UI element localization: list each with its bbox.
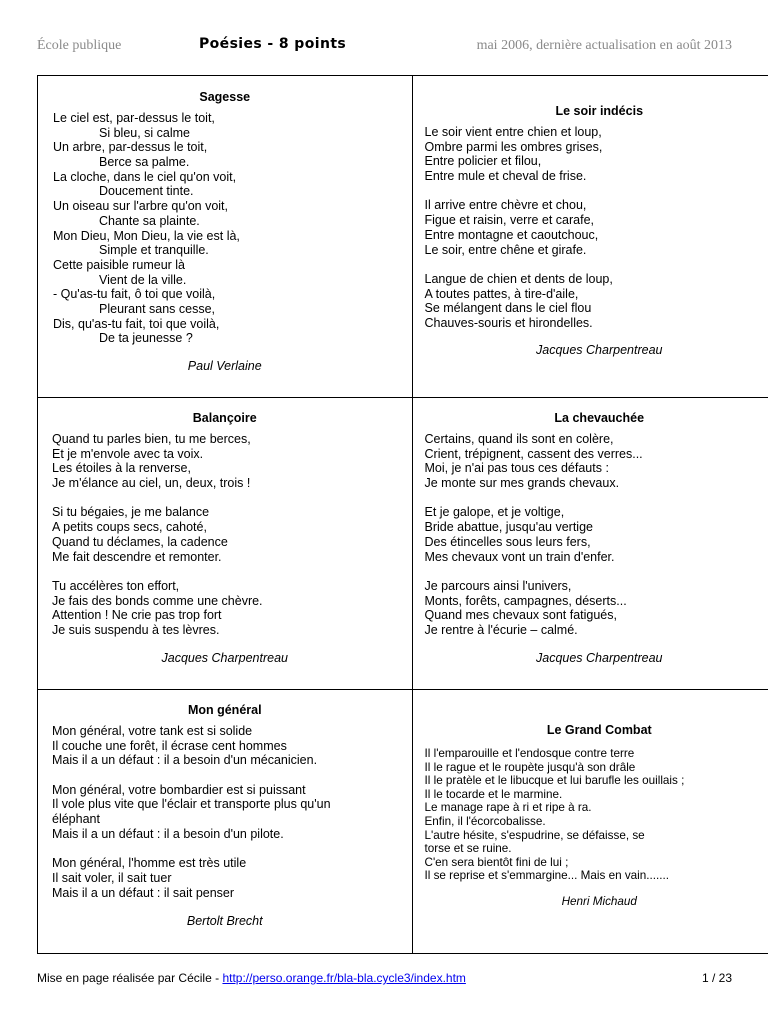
poem-line: Moi, je n'ai pas tous ces défauts : [424, 461, 609, 476]
poem-title: Mon général [187, 703, 262, 717]
header-date: mai 2006, dernière actualisation en août 2013 [476, 38, 732, 53]
poem-line: L'autre hésite, s'espudrine, se défaisse, se [424, 828, 645, 842]
poem-line: Langue de chien et dents de loup, [424, 271, 613, 286]
poem-cell-sagesse [38, 76, 413, 398]
poem-line: De ta jeunesse ? [99, 331, 193, 346]
poem-line: Les étoiles à la renverse, [52, 461, 191, 476]
poem-cell-balancoire [38, 398, 413, 690]
poem-line: Il le rague et le roupète jusqu'à son drâle [424, 760, 636, 774]
poem-line: Mon général, votre bombardier est si puissant [52, 782, 306, 797]
poem-line: Pleurant sans cesse, [99, 301, 216, 316]
poem-line: La cloche, dans le ciel qu'on voit, [53, 169, 237, 184]
poem-line: Il l'emparouille et l'endosque contre terre [424, 747, 635, 760]
poem-line: Un arbre, par-dessus le toit, [53, 140, 208, 155]
stanza-break [52, 564, 412, 579]
footer-credit-text: Mise en page réalisée par Cécile - [37, 971, 223, 985]
poem-line: Attention ! Ne crie pas trop fort [52, 608, 222, 623]
poem-line: Doucement tinte. [99, 184, 194, 199]
poem-author: Paul Verlaine [187, 359, 262, 373]
poem-line: A petits coups secs, cahoté, [52, 520, 207, 535]
poem-le-soir-indecis [413, 76, 768, 425]
poem-line: Mon Dieu, Mon Dieu, la vie est là, [53, 228, 240, 243]
poem-lines [425, 747, 768, 883]
poem-line: Il le pratèle et le libucque et lui barufle les ouillais ; [424, 774, 685, 788]
footer-credit [37, 971, 466, 985]
footer-site-link[interactable]: http://perso.orange.fr/bla-bla.cycle3/index.htm [222, 971, 466, 985]
poem-line: Le ciel est, par-dessus le toit, [53, 111, 215, 125]
poem-line: Me fait descendre et remonter. [52, 549, 222, 564]
poem-cell-soir-indecis [412, 76, 768, 398]
poem-lines [52, 724, 412, 900]
poem-author: Henri Michaud [561, 894, 637, 908]
poem-line: Enfin, il l'écorcobalisse. [424, 814, 546, 828]
poem-line: Il vole plus vite que l'éclair et transporte plus qu'un [52, 797, 331, 812]
poem-line: Je suis suspendu à tes lèvres. [52, 622, 220, 637]
poem-line: Quand tu déclames, la cadence [52, 534, 228, 549]
page-header [37, 36, 732, 56]
poem-line: Et je galope, et je voltige, [424, 505, 565, 520]
poem-line: Il se reprise et s'emmargine... Mais en vain....... [424, 869, 670, 883]
poem-line: Monts, forêts, campagnes, déserts... [424, 593, 627, 608]
stanza-break [52, 842, 412, 857]
poem-line: Des étincelles sous leurs fers, [424, 534, 591, 549]
poem-line: Le soir, entre chêne et girafe. [424, 242, 587, 257]
stanza-break [425, 564, 768, 579]
poem-lines [425, 432, 768, 638]
poem-line: Il sait voler, il sait tuer [52, 870, 172, 885]
header-school: École publique [37, 38, 122, 53]
poem-author: Jacques Charpentreau [161, 650, 288, 665]
poem-line: Je parcours ainsi l'univers, [424, 578, 572, 593]
poem-line: Ombre parmi les ombres grises, [424, 139, 603, 154]
poem-la-chevauchee [413, 398, 768, 702]
poem-line: Cette paisible rumeur là [53, 257, 186, 272]
poem-line: Figue et raisin, verre et carafe, [424, 213, 595, 228]
poem-line: Je monte sur mes grands chevaux. [424, 476, 620, 491]
poem-line: Je m'élance au ciel, un, deux, trois ! [52, 476, 251, 491]
poem-lines [52, 432, 412, 638]
poem-line: - Qu'as-tu fait, ô toi que voilà, [53, 287, 216, 302]
poem-author: Jacques Charpentreau [536, 342, 663, 357]
poem-line: Un oiseau sur l'arbre qu'on voit, [53, 199, 229, 214]
poem-line: Mais il a un défaut : il a besoin d'un mécanicien. [52, 753, 318, 768]
poem-line: éléphant [52, 812, 100, 827]
header-title: Poésies - 8 points [199, 36, 347, 52]
poem-grid [37, 75, 768, 954]
poem-line: Quand mes chevaux sont fatigués, [424, 608, 617, 623]
poem-line: Je fais des bonds comme une chèvre. [52, 593, 263, 608]
poem-cell-chevauchee [412, 398, 768, 690]
poem-line: Bride abattue, jusqu'au vertige [424, 520, 593, 535]
poem-line: Il le tocarde et le marmine. [424, 787, 563, 801]
poem-title: La chevauchée [554, 411, 645, 425]
stanza-break [52, 768, 412, 783]
poem-author: Bertolt Brecht [186, 914, 263, 929]
page-number: 1 / 23 [701, 971, 732, 985]
poem-line: Et je m'envole avec ta voix. [52, 446, 204, 461]
poem-line: Se mélangent dans le ciel flou [424, 301, 592, 316]
poem-line: Mais il a un défaut : il a besoin d'un pilote. [52, 826, 284, 841]
poem-lines [53, 111, 412, 346]
poem-line: Si tu bégaies, je me balance [52, 505, 210, 520]
poem-line: Dis, qu'as-tu fait, toi que voilà, [53, 316, 220, 331]
poem-line: Chauves-souris et hirondelles. [424, 315, 593, 330]
poem-line: Tu accélères ton effort, [52, 578, 180, 593]
poem-line: Chante sa plainte. [99, 213, 200, 228]
poem-title: Balançoire [192, 411, 257, 425]
poem-line: Berce sa palme. [99, 155, 190, 170]
poem-line: Quand tu parles bien, tu me berces, [52, 432, 251, 446]
poem-line: Entre mule et cheval de frise. [424, 169, 587, 184]
poem-line: Simple et tranquille. [99, 243, 209, 258]
poem-line: Le soir vient entre chien et loup, [424, 125, 602, 139]
poem-line: Entre montagne et caoutchouc, [424, 227, 599, 242]
poem-author: Jacques Charpentreau [536, 650, 663, 665]
poem-line: Entre policier et filou, [424, 154, 542, 169]
poem-line: Si bleu, si calme [99, 125, 191, 140]
poem-line: Le manage rape à ri et ripe à ra. [424, 801, 592, 815]
poem-mon-general [38, 690, 412, 966]
poem-line: C'en sera bientôt fini de lui ; [424, 855, 569, 869]
poem-line: Crient, trépignent, cassent des verres... [424, 446, 643, 461]
poem-line: Mon général, l'homme est très utile [52, 856, 247, 871]
poem-sagesse [38, 76, 412, 411]
poem-balancoire [38, 398, 412, 702]
poem-line: torse et se ruine. [424, 842, 512, 856]
poem-line: A toutes pattes, à tire-d'aile, [424, 286, 579, 301]
poem-title: Le Grand Combat [546, 723, 652, 737]
stanza-break [52, 491, 412, 506]
poem-lines [425, 125, 768, 331]
poem-line: Certains, quand ils sont en colère, [424, 432, 614, 446]
stanza-break [425, 257, 768, 272]
stanza-break [425, 184, 768, 199]
poem-line: Mais il a un défaut : il sait penser [52, 885, 235, 900]
poem-le-grand-combat [413, 690, 768, 986]
stanza-break [425, 491, 768, 506]
poem-title: Sagesse [199, 90, 251, 104]
poem-line: Mon général, votre tank est si solide [52, 724, 253, 738]
poem-cell-grand-combat [412, 690, 768, 954]
poem-cell-mon-general [38, 690, 413, 954]
poem-line: Vient de la ville. [99, 272, 187, 287]
poem-line: Mes chevaux vont un train d'enfer. [424, 549, 615, 564]
poem-title: Le soir indécis [555, 104, 644, 118]
poem-line: Il couche une forêt, il écrase cent hommes [52, 738, 287, 753]
poem-line: Je rentre à l'écurie – calmé. [424, 622, 578, 637]
poem-line: Il arrive entre chèvre et chou, [424, 198, 587, 213]
